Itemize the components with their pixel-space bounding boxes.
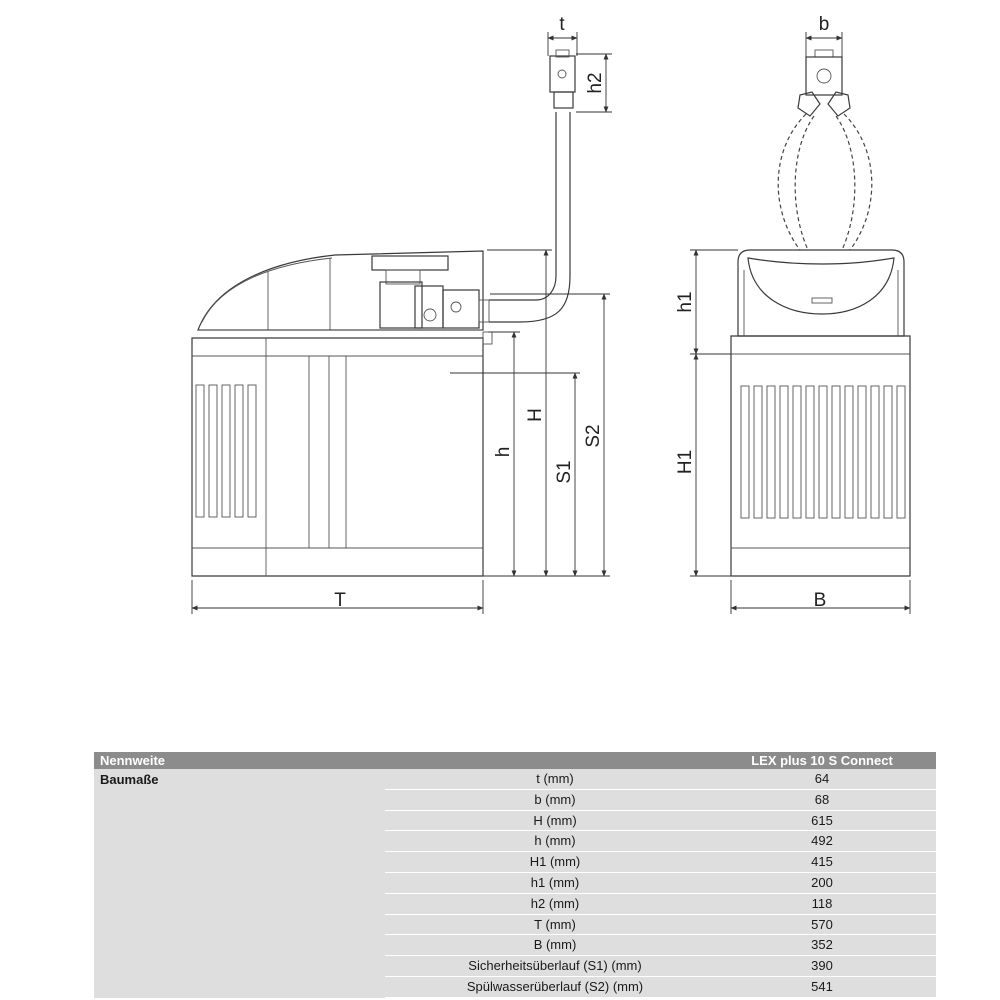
row-value: 68 — [814, 791, 830, 807]
dim-label-S2: S2 — [583, 424, 604, 448]
dim-label-S1: S1 — [554, 460, 575, 484]
dim-label-h: h — [493, 446, 514, 458]
row-param: Sicherheitsüberlauf (S1) (mm) — [468, 958, 642, 974]
table-header — [94, 752, 936, 769]
group-label: Baumaße — [100, 772, 159, 787]
row-value: 570 — [811, 916, 833, 932]
row-param: B (mm) — [533, 937, 577, 953]
dim-label-B: B — [813, 590, 827, 611]
row-param: H (mm) — [533, 812, 577, 828]
table-row — [385, 977, 936, 998]
row-param: Spülwasserüberlauf (S2) (mm) — [466, 978, 644, 994]
table-body — [94, 769, 936, 998]
table-row — [385, 935, 936, 956]
dim-label-T: T — [334, 590, 346, 611]
row-param: t (mm) — [536, 771, 574, 786]
row-value: 200 — [811, 874, 833, 890]
dim-label-h2: h2 — [585, 72, 606, 94]
table-row — [385, 873, 936, 894]
table-row — [385, 811, 936, 832]
side-view — [192, 50, 575, 576]
table-row — [385, 852, 936, 873]
table-row — [385, 915, 936, 936]
row-value: 492 — [811, 833, 833, 849]
front-vent-slots — [741, 386, 905, 518]
row-value: 390 — [811, 958, 833, 974]
front-view — [731, 50, 910, 576]
dim-label-H: H — [525, 408, 546, 422]
row-value: 118 — [811, 895, 833, 911]
faucet-connector — [550, 50, 575, 108]
header-model: LEX plus 10 S Connect — [751, 753, 893, 768]
control-valve — [372, 256, 492, 344]
dim-label-H1: H1 — [675, 449, 696, 475]
row-param: h2 (mm) — [530, 895, 580, 911]
dim-label-t: t — [559, 14, 565, 35]
spec-table — [94, 752, 936, 998]
table-row — [385, 790, 936, 811]
row-value: 541 — [811, 978, 833, 994]
front-dimensions — [690, 32, 910, 614]
side-vent-slots — [196, 385, 256, 517]
table-row — [385, 956, 936, 977]
row-value: 64 — [814, 771, 830, 786]
table-row — [385, 831, 936, 852]
side-dimensions — [192, 32, 612, 614]
front-faucet-connector — [798, 50, 850, 116]
dim-label-h1: h1 — [675, 291, 696, 313]
row-param: h1 (mm) — [530, 874, 580, 890]
row-value: 415 — [811, 854, 833, 870]
row-param: h (mm) — [534, 833, 576, 849]
row-value: 352 — [811, 937, 833, 953]
table-row — [385, 769, 936, 790]
row-value: 615 — [811, 812, 833, 828]
row-param: H1 (mm) — [529, 854, 581, 870]
dim-label-b: b — [818, 14, 830, 35]
header-nennweite: Nennweite — [100, 753, 166, 768]
row-param: T (mm) — [534, 916, 576, 932]
row-param: b (mm) — [534, 791, 576, 807]
table-row — [385, 894, 936, 915]
